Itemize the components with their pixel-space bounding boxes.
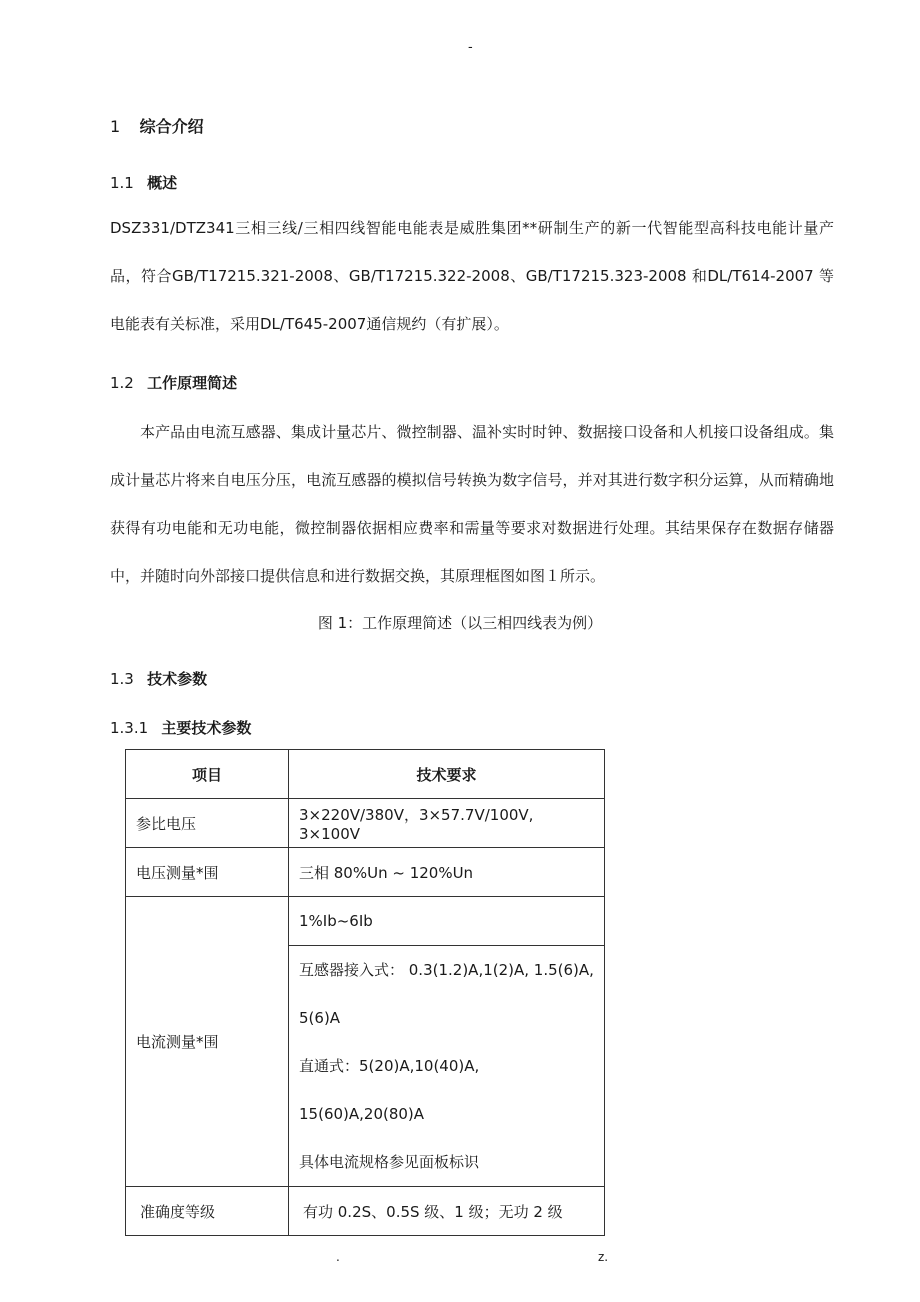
table-cell-line: 5(6)A xyxy=(299,1009,341,1027)
subsection-heading-overview xyxy=(110,172,177,193)
table-row xyxy=(126,897,605,946)
table-header-row xyxy=(126,750,605,799)
table-cell-value: 1%Ib~6Ib xyxy=(289,897,605,946)
section-number: 1 xyxy=(110,117,121,136)
table-row xyxy=(126,1187,605,1236)
table-cell-label: 准确度等级 xyxy=(126,1187,289,1236)
subsection-number: 1.1 xyxy=(110,174,134,192)
subsection-title: 概述 xyxy=(147,174,178,192)
subsection-number: 1.3 xyxy=(110,670,134,688)
principle-paragraph xyxy=(110,408,834,600)
figure-caption: 图 1：工作原理简述（以三相四线表为例） xyxy=(317,614,603,632)
overview-paragraph xyxy=(110,204,834,348)
table-header: 技术要求 xyxy=(289,750,605,799)
table-cell-label: 电压测量*围 xyxy=(126,848,289,897)
table-cell-label: 参比电压 xyxy=(126,799,289,848)
subsection-title: 主要技术参数 xyxy=(161,719,252,737)
header-mark: - xyxy=(468,40,473,55)
table-cell-value: 有功 0.2S、0.5S 级、1 级；无功 2 级 xyxy=(289,1187,605,1236)
overview-text: DSZ331/DTZ341三相三线/三相四线智能电能表是威胜集团**研制生产的新一代智能型高科技电能计量产品，符合GB/T17215.321-2008、GB/T17215.322-2008、GB/T17215.323-2008 和DL/T614-2007 等电能表有关标准，采用DL/T645-2007通信规约（有扩展）。 xyxy=(110,219,834,333)
subsection-number: 1.3.1 xyxy=(110,719,149,737)
table-cell-value-multi xyxy=(289,946,605,1187)
subsection-heading-main-params xyxy=(110,717,251,738)
table-cell-line: 直通式：5(20)A,10(40)A, 15(60)A,20(80)A xyxy=(299,1057,480,1123)
table-cell-line: 具体电流规格参见面板标识 xyxy=(299,1153,480,1171)
table-cell-line: 互感器接入式： 0.3(1.2)A,1(2)A, 1.5(6)A, xyxy=(299,961,594,979)
section-heading-1 xyxy=(110,114,204,137)
table-cell-value: 3×220V/380V，3×57.7V/100V, 3×100V xyxy=(289,799,605,848)
spec-table xyxy=(125,749,605,1236)
table-cell-value: 三相 80%Un ~ 120%Un xyxy=(289,848,605,897)
subsection-heading-principle xyxy=(110,372,237,393)
footer-right-mark: z. xyxy=(598,1250,609,1264)
subsection-number: 1.2 xyxy=(110,374,134,392)
table-row xyxy=(126,848,605,897)
table-cell-label: 电流测量*围 xyxy=(126,897,289,1187)
table-row xyxy=(126,799,605,848)
table-header: 项目 xyxy=(126,750,289,799)
subsection-title: 工作原理简述 xyxy=(147,374,238,392)
principle-text: 本产品由电流互感器、集成计量芯片、微控制器、温补实时时钟、数据接口设备和人机接口设备组成。集成计量芯片将来自电压分压，电流互感器的模拟信号转换为数字信号，并对其进行数字积分运算，从而精确地获得有功电能和无功电能，微控制器依据相应费率和需量等要求对数据进行处理。其结果保存在数据存储器中，并随时向外部接口提供信息和进行数据交换，其原理框图如图１所示。 xyxy=(110,423,834,585)
subsection-title: 技术参数 xyxy=(147,670,208,688)
subsection-heading-tech xyxy=(110,668,207,689)
section-title: 综合介绍 xyxy=(139,117,204,136)
footer-left-mark: . xyxy=(336,1250,340,1264)
